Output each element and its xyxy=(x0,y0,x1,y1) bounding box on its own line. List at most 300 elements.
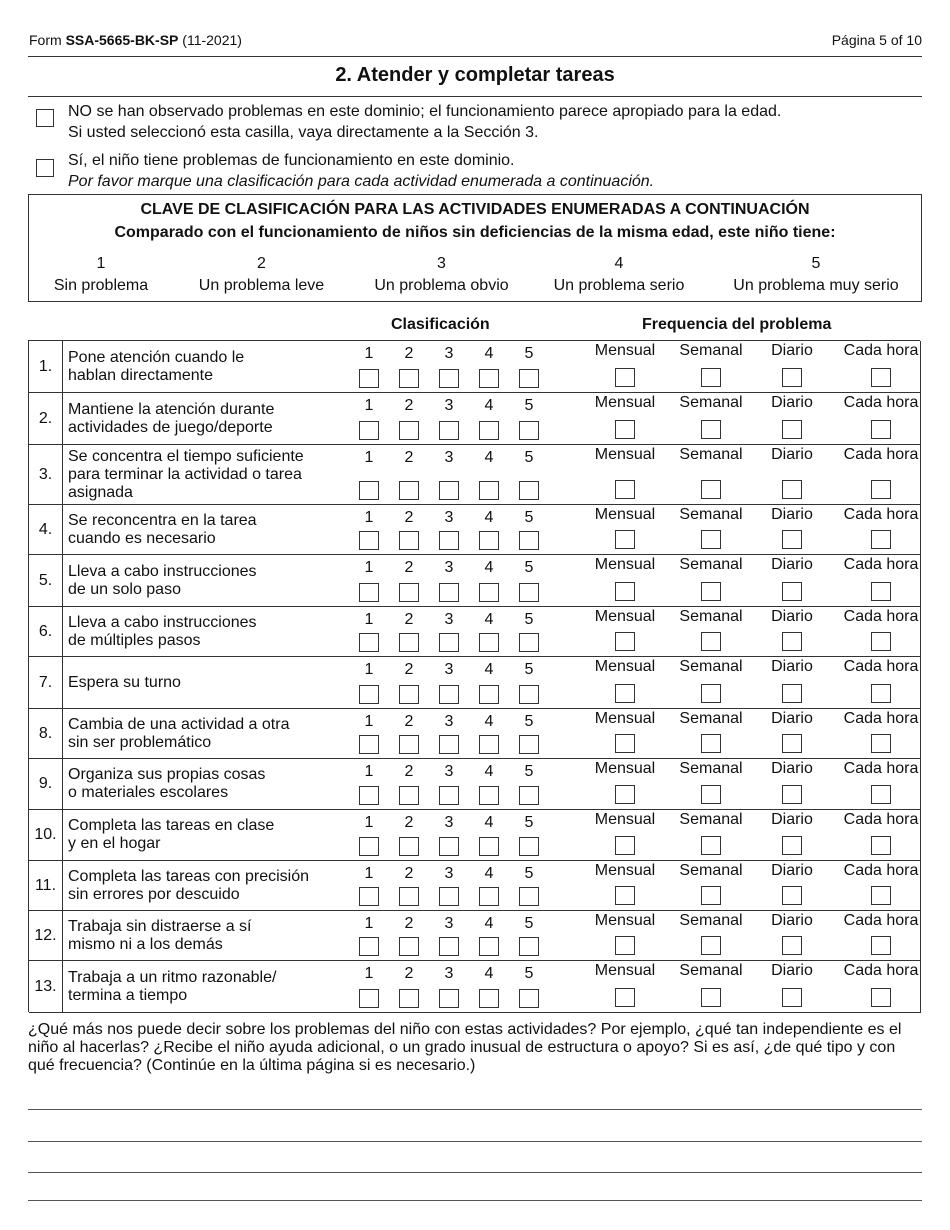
rating-2-checkbox[interactable] xyxy=(399,837,419,856)
frequency-label: Semanal xyxy=(679,446,743,463)
rating-label: 1 xyxy=(364,449,374,466)
frequency-mensual-checkbox[interactable] xyxy=(615,582,635,601)
rating-label: 4 xyxy=(484,345,494,362)
rating-5-checkbox[interactable] xyxy=(519,421,539,440)
rating-5-checkbox[interactable] xyxy=(519,531,539,550)
frequency-label: Mensual xyxy=(594,658,656,675)
rating-label: 1 xyxy=(364,661,374,678)
rating-5-checkbox[interactable] xyxy=(519,583,539,602)
rating-label: 3 xyxy=(444,509,454,526)
table-row xyxy=(29,607,921,657)
rating-4-checkbox[interactable] xyxy=(479,989,499,1008)
frequency-cada-hora-checkbox[interactable] xyxy=(871,988,891,1007)
frequency-label: Cada hora xyxy=(843,556,919,573)
answer-line[interactable] xyxy=(28,1172,922,1173)
frequency-semanal-checkbox[interactable] xyxy=(701,886,721,905)
frequency-label: Mensual xyxy=(594,342,656,359)
rating-label: 2 xyxy=(404,763,414,780)
frequency-label: Semanal xyxy=(679,912,743,929)
table-row xyxy=(29,759,921,810)
activity-description: Lleva a cabo instrucciones de un solo paso xyxy=(68,562,257,598)
table-row xyxy=(29,709,921,759)
frequency-mensual-checkbox[interactable] xyxy=(615,632,635,651)
frequency-label: Semanal xyxy=(679,862,743,879)
frequency-cada-hora-checkbox[interactable] xyxy=(871,582,891,601)
frequency-label: Semanal xyxy=(679,710,743,727)
frequency-diario-checkbox[interactable] xyxy=(782,368,802,387)
rating-label: 1 xyxy=(364,865,374,882)
table-row xyxy=(29,911,921,961)
answer-line[interactable] xyxy=(28,1141,922,1142)
rating-label: 3 xyxy=(444,965,454,982)
rating-label: 4 xyxy=(484,611,494,628)
rating-label: 1 xyxy=(364,611,374,628)
rating-label: 2 xyxy=(404,865,414,882)
frequency-label: Semanal xyxy=(679,394,743,411)
frequency-label: Cada hora xyxy=(843,342,919,359)
frequency-diario-checkbox[interactable] xyxy=(782,530,802,549)
frequency-cada-hora-checkbox[interactable] xyxy=(871,684,891,703)
frequency-label: Semanal xyxy=(679,760,743,777)
rating-label: 2 xyxy=(404,449,414,466)
rating-label: 3 xyxy=(444,559,454,576)
rating-label: 5 xyxy=(524,915,534,932)
frequency-mensual-checkbox[interactable] xyxy=(615,836,635,855)
rating-5-checkbox[interactable] xyxy=(519,735,539,754)
frequency-label: Semanal xyxy=(679,608,743,625)
row-number: 12. xyxy=(29,911,63,960)
rating-label: 2 xyxy=(404,611,414,628)
frequency-diario-checkbox[interactable] xyxy=(782,988,802,1007)
rating-3-checkbox[interactable] xyxy=(439,989,459,1008)
rating-3-checkbox[interactable] xyxy=(439,837,459,856)
rating-label: 3 xyxy=(444,345,454,362)
frequency-label: Mensual xyxy=(594,556,656,573)
rating-4-checkbox[interactable] xyxy=(479,481,499,500)
rating-label: 4 xyxy=(484,661,494,678)
frequency-label: Diario xyxy=(771,506,813,523)
rating-1-checkbox[interactable] xyxy=(359,989,379,1008)
rating-label: 3 xyxy=(444,449,454,466)
rating-1-checkbox[interactable] xyxy=(359,937,379,956)
key-level-1 xyxy=(44,253,158,297)
frequency-mensual-checkbox[interactable] xyxy=(615,785,635,804)
rating-1-checkbox[interactable] xyxy=(359,685,379,704)
key-level-4 xyxy=(539,253,699,297)
rating-key-box xyxy=(28,194,922,302)
frequency-mensual-checkbox[interactable] xyxy=(615,988,635,1007)
rating-2-checkbox[interactable] xyxy=(399,887,419,906)
frequency-diario-checkbox[interactable] xyxy=(782,936,802,955)
row-number: 8. xyxy=(29,709,63,758)
frequency-label: Cada hora xyxy=(843,608,919,625)
key-level-label: Un problema muy serio xyxy=(733,277,899,294)
rating-2-checkbox[interactable] xyxy=(399,685,419,704)
rating-1-checkbox[interactable] xyxy=(359,583,379,602)
frequency-diario-checkbox[interactable] xyxy=(782,836,802,855)
rating-3-checkbox[interactable] xyxy=(439,786,459,805)
frequency-label: Diario xyxy=(771,342,813,359)
table-row xyxy=(29,555,921,607)
rating-5-checkbox[interactable] xyxy=(519,937,539,956)
frequency-label: Mensual xyxy=(594,394,656,411)
rating-2-checkbox[interactable] xyxy=(399,421,419,440)
rating-label: 3 xyxy=(444,611,454,628)
rating-label: 4 xyxy=(484,965,494,982)
frequency-label: Mensual xyxy=(594,760,656,777)
rating-2-checkbox[interactable] xyxy=(399,583,419,602)
rating-label: 3 xyxy=(444,763,454,780)
table-row xyxy=(29,341,921,393)
frequency-label: Mensual xyxy=(594,912,656,929)
frequency-semanal-checkbox[interactable] xyxy=(701,734,721,753)
frequency-semanal-checkbox[interactable] xyxy=(701,836,721,855)
frequency-semanal-checkbox[interactable] xyxy=(701,480,721,499)
rating-4-checkbox[interactable] xyxy=(479,369,499,388)
rating-2-checkbox[interactable] xyxy=(399,735,419,754)
rating-2-checkbox[interactable] xyxy=(399,633,419,652)
frequency-cada-hora-checkbox[interactable] xyxy=(871,734,891,753)
frequency-diario-checkbox[interactable] xyxy=(782,632,802,651)
rating-5-checkbox[interactable] xyxy=(519,633,539,652)
frequency-label: Diario xyxy=(771,760,813,777)
rating-4-checkbox[interactable] xyxy=(479,421,499,440)
rating-3-checkbox[interactable] xyxy=(439,531,459,550)
rating-3-checkbox[interactable] xyxy=(439,685,459,704)
rating-2-checkbox[interactable] xyxy=(399,481,419,500)
rating-label: 2 xyxy=(404,915,414,932)
frequency-label: Cada hora xyxy=(843,912,919,929)
section-title: 2. Atender y completar tareas xyxy=(335,64,615,86)
rating-1-checkbox[interactable] xyxy=(359,735,379,754)
rating-4-checkbox[interactable] xyxy=(479,887,499,906)
table-row xyxy=(29,810,921,861)
frequency-label: Diario xyxy=(771,658,813,675)
rating-4-checkbox[interactable] xyxy=(479,685,499,704)
frequency-semanal-checkbox[interactable] xyxy=(701,684,721,703)
rating-label: 4 xyxy=(484,509,494,526)
rating-label: 3 xyxy=(444,713,454,730)
row-number: 7. xyxy=(29,657,63,708)
rating-1-checkbox[interactable] xyxy=(359,421,379,440)
rating-label: 1 xyxy=(364,965,374,982)
frequency-label: Semanal xyxy=(679,811,743,828)
rating-2-checkbox[interactable] xyxy=(399,937,419,956)
key-level-label: Un problema serio xyxy=(553,277,685,294)
frequency-cada-hora-checkbox[interactable] xyxy=(871,936,891,955)
frequency-diario-checkbox[interactable] xyxy=(782,480,802,499)
rating-label: 4 xyxy=(484,713,494,730)
rating-1-checkbox[interactable] xyxy=(359,369,379,388)
rating-4-checkbox[interactable] xyxy=(479,837,499,856)
frequency-cada-hora-checkbox[interactable] xyxy=(871,420,891,439)
rating-label: 4 xyxy=(484,915,494,932)
frequency-label: Cada hora xyxy=(843,962,919,979)
key-level-label: Un problema obvio xyxy=(374,277,509,294)
has-problems-line1: Sí, el niño tiene problemas de funcionamiento en este dominio. xyxy=(68,152,515,169)
rating-label: 1 xyxy=(364,559,374,576)
rating-label: 4 xyxy=(484,814,494,831)
table-row xyxy=(29,445,921,505)
key-level-5 xyxy=(719,253,913,297)
activity-description: Mantiene la atención durante actividades de juego/deporte xyxy=(68,400,275,436)
frequency-semanal-checkbox[interactable] xyxy=(701,582,721,601)
frequency-cada-hora-checkbox[interactable] xyxy=(871,836,891,855)
answer-line[interactable] xyxy=(28,1200,922,1201)
frequency-diario-checkbox[interactable] xyxy=(782,785,802,804)
rating-label: 5 xyxy=(524,397,534,414)
rating-label: 1 xyxy=(364,345,374,362)
rating-5-checkbox[interactable] xyxy=(519,786,539,805)
rating-label: 2 xyxy=(404,509,414,526)
activity-description: Trabaja sin distraerse a sí mismo ni a los demás xyxy=(68,917,252,953)
frequency-label: Diario xyxy=(771,446,813,463)
frequency-label: Diario xyxy=(771,811,813,828)
frequency-label: Diario xyxy=(771,710,813,727)
answer-line[interactable] xyxy=(28,1109,922,1110)
rating-4-checkbox[interactable] xyxy=(479,633,499,652)
additional-info-question: ¿Qué más nos puede decir sobre los problemas del niño con estas actividades? Por ejemplo, ¿qué tan independiente es el niño al hacerlas? ¿Recibe el niño ayuda adicional, o un grado inusual de estructura o apoyo? Si es así, ¿de qué tipo y con qué frecuencia? (Continúe en la última página si es necesario.) xyxy=(28,1021,902,1074)
rating-label: 5 xyxy=(524,763,534,780)
no-problems-checkbox[interactable] xyxy=(36,109,54,127)
rating-label: 5 xyxy=(524,345,534,362)
frequency-semanal-checkbox[interactable] xyxy=(701,632,721,651)
rating-3-checkbox[interactable] xyxy=(439,369,459,388)
rating-4-checkbox[interactable] xyxy=(479,583,499,602)
row-number: 2. xyxy=(29,393,63,444)
rating-2-checkbox[interactable] xyxy=(399,786,419,805)
key-level-2 xyxy=(184,253,339,297)
frequency-label: Cada hora xyxy=(843,760,919,777)
has-problems-checkbox[interactable] xyxy=(36,159,54,177)
frequency-label: Cada hora xyxy=(843,394,919,411)
rating-1-checkbox[interactable] xyxy=(359,633,379,652)
frequency-mensual-checkbox[interactable] xyxy=(615,936,635,955)
frequency-diario-checkbox[interactable] xyxy=(782,420,802,439)
rating-label: 1 xyxy=(364,814,374,831)
rating-3-checkbox[interactable] xyxy=(439,583,459,602)
frequency-cada-hora-checkbox[interactable] xyxy=(871,785,891,804)
frequency-diario-checkbox[interactable] xyxy=(782,582,802,601)
frequency-mensual-checkbox[interactable] xyxy=(615,480,635,499)
frequency-semanal-checkbox[interactable] xyxy=(701,785,721,804)
frequency-diario-checkbox[interactable] xyxy=(782,734,802,753)
activity-description: Completa las tareas en clase y en el hogar xyxy=(68,817,275,852)
no-problems-line2: Si usted seleccionó esta casilla, vaya directamente a la Sección 3. xyxy=(68,124,539,141)
rating-4-checkbox[interactable] xyxy=(479,937,499,956)
rating-label: 4 xyxy=(484,865,494,882)
rating-5-checkbox[interactable] xyxy=(519,887,539,906)
key-level-number: 1 xyxy=(96,255,106,272)
frequency-semanal-checkbox[interactable] xyxy=(701,368,721,387)
frequency-semanal-checkbox[interactable] xyxy=(701,988,721,1007)
table-row xyxy=(29,861,921,911)
rating-label: 2 xyxy=(404,397,414,414)
frequency-semanal-checkbox[interactable] xyxy=(701,530,721,549)
rating-label: 4 xyxy=(484,559,494,576)
frequency-label: Semanal xyxy=(679,506,743,523)
frequency-semanal-checkbox[interactable] xyxy=(701,936,721,955)
rating-1-checkbox[interactable] xyxy=(359,481,379,500)
rating-label: 5 xyxy=(524,611,534,628)
rating-label: 4 xyxy=(484,449,494,466)
activity-description: Espera su turno xyxy=(68,673,181,691)
frequency-semanal-checkbox[interactable] xyxy=(701,420,721,439)
frequency-mensual-checkbox[interactable] xyxy=(615,368,635,387)
activities-table xyxy=(28,340,920,1012)
form-prefix: Form xyxy=(29,32,66,48)
frequency-mensual-checkbox[interactable] xyxy=(615,530,635,549)
frequency-label: Cada hora xyxy=(843,710,919,727)
rating-2-checkbox[interactable] xyxy=(399,369,419,388)
rating-label: 2 xyxy=(404,661,414,678)
rating-4-checkbox[interactable] xyxy=(479,735,499,754)
rating-label: 5 xyxy=(524,509,534,526)
key-level-label: Un problema leve xyxy=(198,277,325,294)
activity-description: Pone atención cuando le hablan directamente xyxy=(68,348,245,384)
rating-label: 1 xyxy=(364,397,374,414)
rating-label: 3 xyxy=(444,915,454,932)
key-level-3 xyxy=(359,253,524,297)
key-level-number: 5 xyxy=(811,255,821,272)
rating-label: 1 xyxy=(364,763,374,780)
activity-description: Lleva a cabo instrucciones de múltiples pasos xyxy=(68,613,257,649)
frequency-label: Semanal xyxy=(679,556,743,573)
rating-5-checkbox[interactable] xyxy=(519,369,539,388)
rating-label: 5 xyxy=(524,814,534,831)
key-level-number: 2 xyxy=(257,255,266,272)
activity-description: Trabaja a un ritmo razonable/ termina a tiempo xyxy=(68,968,277,1004)
frequency-diario-checkbox[interactable] xyxy=(782,886,802,905)
has-problems-line2: Por favor marque una clasificación para cada actividad enumerada a continuación. xyxy=(68,173,655,190)
rating-3-checkbox[interactable] xyxy=(439,887,459,906)
no-problems-line1: NO se han observado problemas en este dominio; el funcionamiento parece apropiado para la edad. xyxy=(68,103,782,120)
rating-4-checkbox[interactable] xyxy=(479,531,499,550)
row-number: 4. xyxy=(29,505,63,554)
rating-5-checkbox[interactable] xyxy=(519,481,539,500)
frequency-label: Cada hora xyxy=(843,446,919,463)
frequency-diario-checkbox[interactable] xyxy=(782,684,802,703)
rating-label: 3 xyxy=(444,397,454,414)
rating-4-checkbox[interactable] xyxy=(479,786,499,805)
rating-label: 2 xyxy=(404,965,414,982)
frequency-label: Mensual xyxy=(594,962,656,979)
rating-label: 2 xyxy=(404,713,414,730)
rating-5-checkbox[interactable] xyxy=(519,989,539,1008)
frequency-label: Cada hora xyxy=(843,862,919,879)
row-number: 3. xyxy=(29,445,63,504)
frequency-label: Mensual xyxy=(594,506,656,523)
rating-1-checkbox[interactable] xyxy=(359,786,379,805)
rating-1-checkbox[interactable] xyxy=(359,887,379,906)
rating-label: 2 xyxy=(404,814,414,831)
rating-label: 4 xyxy=(484,763,494,780)
frequency-label: Cada hora xyxy=(843,811,919,828)
frequency-cada-hora-checkbox[interactable] xyxy=(871,480,891,499)
rating-3-checkbox[interactable] xyxy=(439,481,459,500)
row-number: 13. xyxy=(29,961,63,1012)
rating-3-checkbox[interactable] xyxy=(439,633,459,652)
row-number: 6. xyxy=(29,607,63,656)
rating-5-checkbox[interactable] xyxy=(519,685,539,704)
key-level-label: Sin problema xyxy=(53,277,149,294)
rating-2-checkbox[interactable] xyxy=(399,989,419,1008)
activity-description: Se reconcentra en la tarea cuando es necesario xyxy=(68,511,257,547)
rating-3-checkbox[interactable] xyxy=(439,421,459,440)
rating-label: 1 xyxy=(364,713,374,730)
rating-5-checkbox[interactable] xyxy=(519,837,539,856)
rating-label: 3 xyxy=(444,814,454,831)
frequency-mensual-checkbox[interactable] xyxy=(615,886,635,905)
key-level-number: 4 xyxy=(614,255,624,272)
frequency-label: Mensual xyxy=(594,811,656,828)
title-divider xyxy=(28,96,922,97)
row-number: 11. xyxy=(29,861,63,910)
frequency-label: Diario xyxy=(771,912,813,929)
rating-column-header: Clasificación xyxy=(391,316,490,333)
frequency-column-header: Frequencia del problema xyxy=(642,316,832,333)
rating-key-title: CLAVE DE CLASIFICACIÓN PARA LAS ACTIVIDADES ENUMERADAS A CONTINUACIÓN xyxy=(140,201,810,218)
rating-3-checkbox[interactable] xyxy=(439,735,459,754)
key-level-number: 3 xyxy=(437,255,446,272)
table-row xyxy=(29,961,921,1013)
rating-label: 2 xyxy=(404,345,414,362)
rating-1-checkbox[interactable] xyxy=(359,837,379,856)
rating-label: 5 xyxy=(524,559,534,576)
rating-2-checkbox[interactable] xyxy=(399,531,419,550)
rating-1-checkbox[interactable] xyxy=(359,531,379,550)
frequency-label: Cada hora xyxy=(843,506,919,523)
rating-label: 5 xyxy=(524,865,534,882)
form-code: SSA-5665-BK-SP xyxy=(65,32,179,48)
frequency-label: Diario xyxy=(771,608,813,625)
frequency-mensual-checkbox[interactable] xyxy=(615,734,635,753)
frequency-label: Diario xyxy=(771,394,813,411)
frequency-cada-hora-checkbox[interactable] xyxy=(871,886,891,905)
rating-label: 2 xyxy=(404,559,414,576)
rating-label: 1 xyxy=(364,509,374,526)
rating-label: 4 xyxy=(484,397,494,414)
rating-label: 1 xyxy=(364,915,374,932)
frequency-label: Diario xyxy=(771,862,813,879)
frequency-cada-hora-checkbox[interactable] xyxy=(871,368,891,387)
frequency-mensual-checkbox[interactable] xyxy=(615,684,635,703)
rating-label: 3 xyxy=(444,865,454,882)
rating-label: 5 xyxy=(524,965,534,982)
rating-label: 3 xyxy=(444,661,454,678)
rating-label: 5 xyxy=(524,449,534,466)
frequency-mensual-checkbox[interactable] xyxy=(615,420,635,439)
table-row xyxy=(29,657,921,709)
activity-description: Se concentra el tiempo suficiente para terminar la actividad o tarea asignada xyxy=(68,447,304,501)
rating-3-checkbox[interactable] xyxy=(439,937,459,956)
header-divider xyxy=(28,56,922,57)
frequency-cada-hora-checkbox[interactable] xyxy=(871,632,891,651)
frequency-label: Semanal xyxy=(679,342,743,359)
form-date: (11-2021) xyxy=(178,32,242,48)
has-problems-option-text xyxy=(68,150,654,192)
row-number: 5. xyxy=(29,555,63,606)
frequency-label: Mensual xyxy=(594,446,656,463)
frequency-label: Mensual xyxy=(594,710,656,727)
frequency-label: Mensual xyxy=(594,608,656,625)
frequency-label: Cada hora xyxy=(843,658,919,675)
activity-description: Completa las tareas con precisión sin errores por descuido xyxy=(68,867,310,903)
frequency-label: Semanal xyxy=(679,962,743,979)
frequency-label: Mensual xyxy=(594,862,656,879)
frequency-label: Diario xyxy=(771,556,813,573)
frequency-cada-hora-checkbox[interactable] xyxy=(871,530,891,549)
